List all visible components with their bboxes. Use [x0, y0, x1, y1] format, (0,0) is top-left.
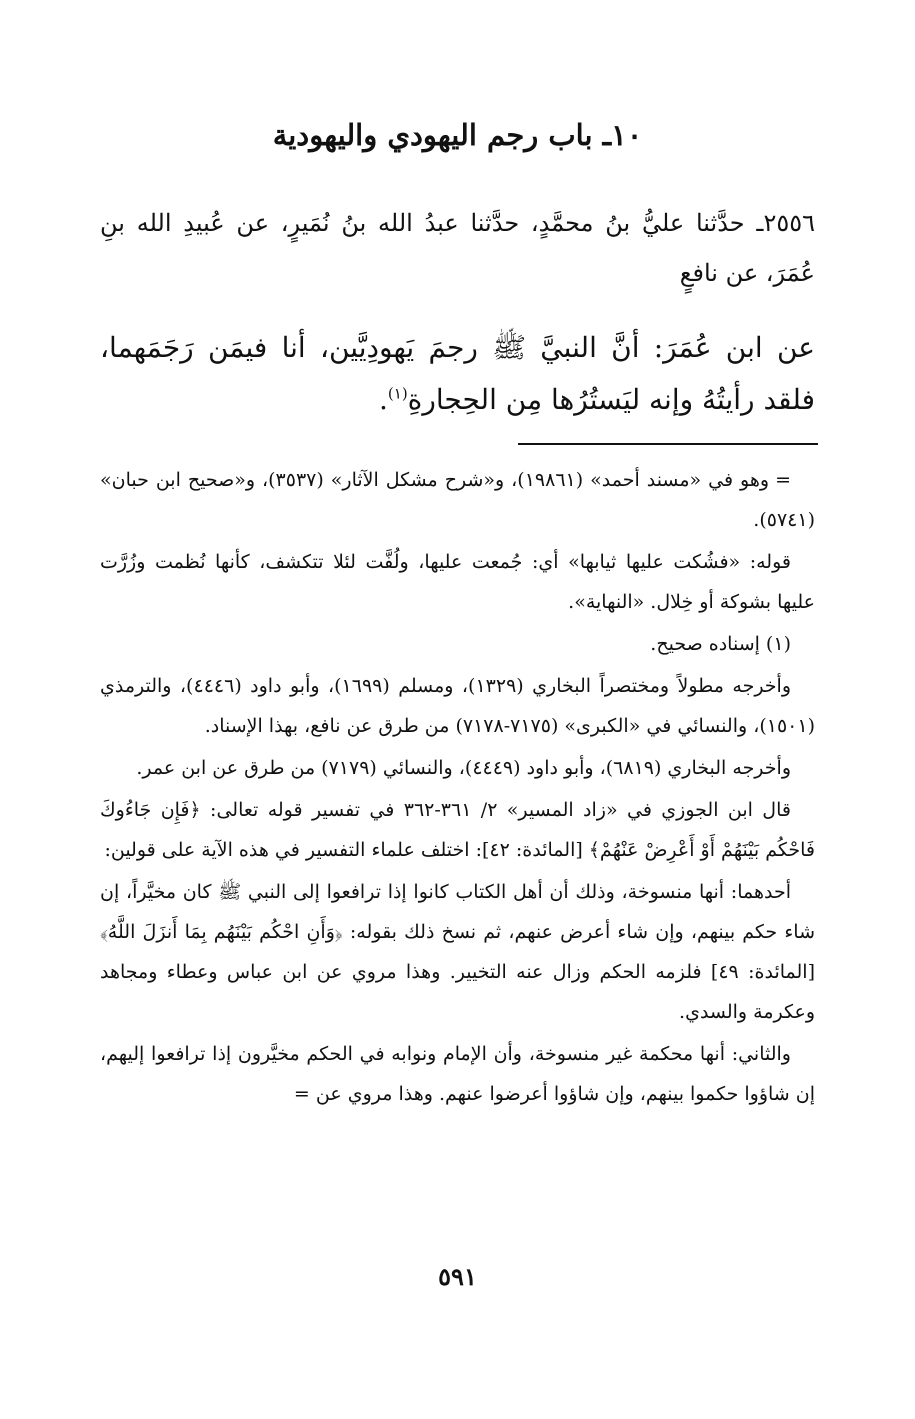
footnote-paragraph: وأخرجه البخاري (٦٨١٩)، وأبو داود (٤٤٤٩)، والنسائي (٧١٧٩) من طرق عن ابن عمر. [136, 757, 791, 779]
footnote-paragraph: قال ابن الجوزي في «زاد المسير» ٢/ ٣٦١-٣٦٢ في تفسير قوله تعالى: ﴿فَإِن جَاءُوكَ فَاحْكُم بَيْنَهُمْ أَوْ أَعْرِضْ عَنْهُمْ﴾ [المائدة: ٤٢]: اختلف علماء التفسير في هذه الآية على قولين: [100, 799, 815, 861]
chapter-title: ١٠ـ باب رجم اليهودي واليهودية [272, 118, 643, 152]
footnote-paragraph: وأخرجه مطولاً ومختصراً البخاري (١٣٢٩)، ومسلم (١٦٩٩)، وأبو داود (٤٤٤٦)، والترمذي (١٥٠١)، والنسائي في «الكبرى» (٧١٧٥-٧١٧٨) من طرق عن نافع، بهذا الإسناد. [100, 675, 815, 737]
footnote-paragraph: (١) إسناده صحيح. [650, 633, 791, 655]
footnote-paragraph [100, 460, 815, 540]
hadith-matn-text: عن ابن عُمَرَ: أنَّ النبيَّ ﷺ رجمَ يَهودِيَّين، أنا فيمَن رَجَمَهما، فلقد رأيتُهُ وإنه ليَستُرُها مِن الحِجارةِ [100, 331, 815, 416]
footnote-separator [518, 443, 818, 445]
footnote-paragraph: أحدهما: أنها منسوخة، وذلك أن أهل الكتاب كانوا إذا ترافعوا إلى النبي ﷺ كان مخيَّراً، إن شاء حكم بينهم، وإن شاء أعرض عنهم، ثم نسخ ذلك بقوله: ﴿وَأَنِ احْكُم بَيْنَهُم بِمَا أَنزَلَ اللَّهُ﴾ [المائدة: ٤٩] فلزمه الحكم وزال عنه التخيير. وهذا مروي عن ابن عباس وعطاء ومجاهد وعكرمة والسدي. [100, 881, 815, 1023]
continuation-mark: = [775, 469, 791, 491]
footnote-paragraph: والثاني: أنها محكمة غير منسوخة، وأن الإمام ونوابه في الحكم مخيَّرون إذا ترافعوا إليهم، إن شاؤوا حكموا بينهم، وإن شاؤوا أعرضوا عنهم. وهذا مروي عن = [100, 1043, 815, 1105]
page-number: ٥٩١ [438, 1262, 477, 1291]
footnote-paragraph-text: وهو في «مسند أحمد» (١٩٨٦١)، و«شرح مشكل الآثار» (٣٥٣٧)، و«صحيح ابن حبان» (٥٧٤١). [100, 469, 815, 531]
hadith-matn [100, 322, 815, 426]
hadith-matn-end: . [378, 383, 388, 416]
hadith-isnad: ٢٥٥٦ـ حدَّثنا عليُّ بنُ محمَّدٍ، حدَّثنا عبدُ الله بنُ نُمَيرٍ، عن عُبيدِ الله بنِ عُمَرَ، عن نافعٍ [100, 209, 816, 287]
footnote-paragraph: قوله: «فشُكت عليها ثيابها» أي: جُمعت عليها، ولُفَّت لئلا تتكشف، كأنها نُظمت وزُرَّت عليها بشوكة أو خِلال. «النهاية». [100, 551, 815, 613]
footnote-ref: (١) [387, 384, 408, 403]
footnotes [100, 460, 815, 1116]
